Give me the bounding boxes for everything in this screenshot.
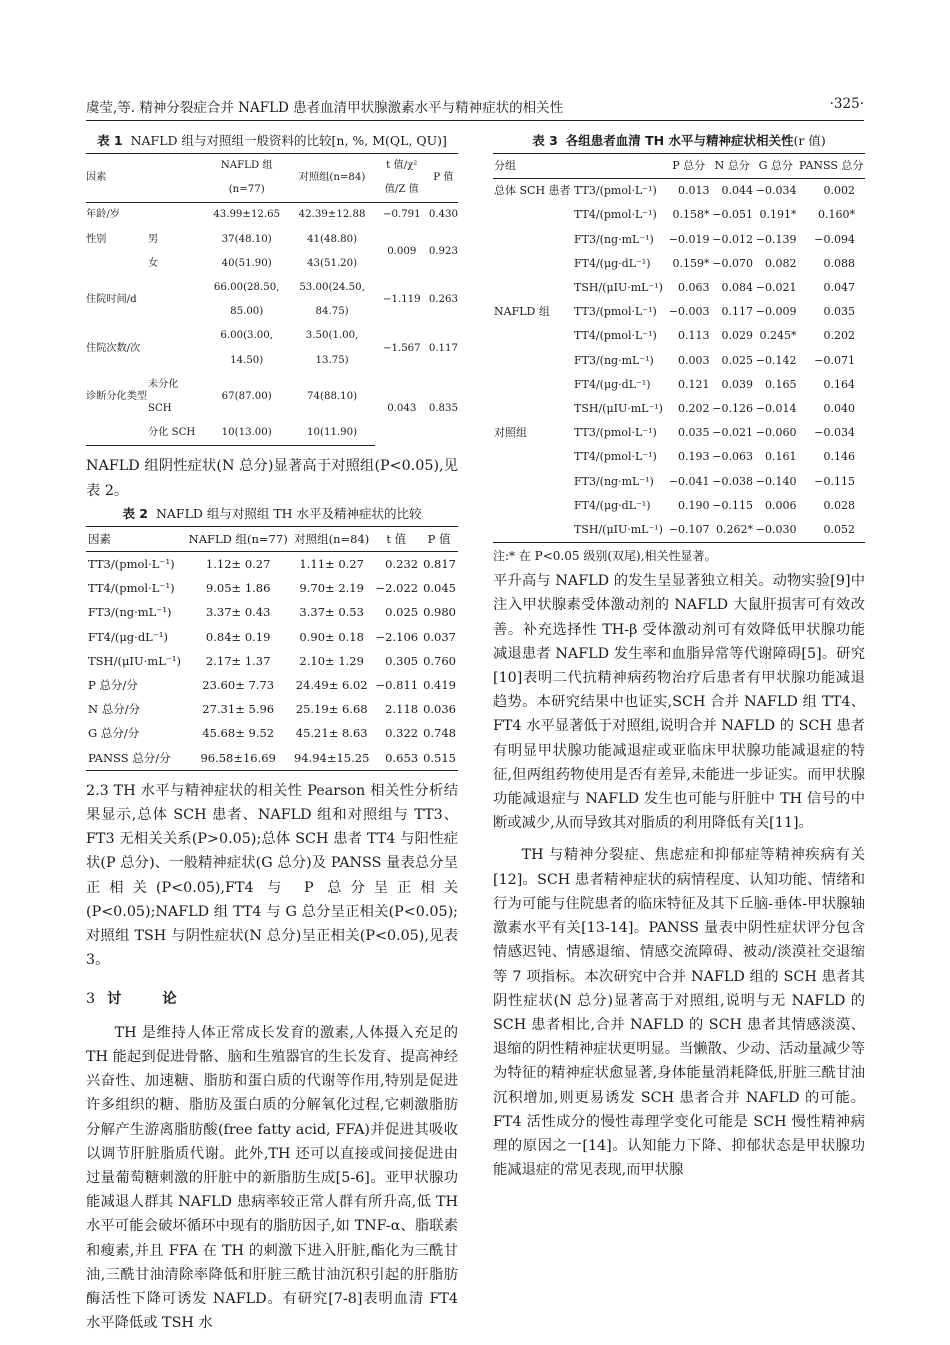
table3-n-cell: 0.025 — [721, 353, 753, 367]
table2-nafld-cell: 96.58±16.69 — [185, 746, 291, 771]
table2-control-cell: 0.90± 0.18 — [299, 629, 364, 644]
table3-panss-cell: 0.088 — [823, 256, 855, 270]
table-row — [493, 518, 865, 543]
table2-p-cell: 0.748 — [423, 726, 456, 741]
table1-nafld-cell: 6.00(3.00, 14.50) — [220, 330, 273, 366]
table3-group-cell — [493, 276, 573, 300]
table3-group-cell: NAFLD 组 — [494, 305, 550, 319]
table1-subfactor-cell — [148, 276, 204, 324]
table3-panss-cell: −0.071 — [814, 353, 855, 367]
table3-g-cell: −0.142 — [755, 353, 797, 367]
table1-unit: [n, %, M(QL, QU)] — [331, 133, 447, 148]
table2-nafld-cell: 1.12± 0.27 — [205, 557, 271, 572]
table2-t-cell: 0.653 — [372, 746, 420, 771]
table2-factor-cell: TT3/(pmol·L⁻¹) — [88, 557, 175, 572]
table3-p-cell: 0.190 — [677, 498, 710, 512]
table1-title: NAFLD 组与对照组一般资料的比较 — [130, 133, 332, 148]
table3-item-cell: FT3/(ng·mL⁻¹) — [574, 232, 654, 246]
discussion-paragraph-1: TH 是维持人体正常成长发育的激素,人体摄入充足的 TH 能起到促进骨骼、脑和生殖器官的生长发育、提高神经兴奋性、加速糖、脂肪和蛋白质的代谢等作用,特别是促进许多组织的糖、脂肪及蛋白质的分解氧化过程,它刺激脂肪分解产生游离脂肪酸(free fatty acid, FFA)并促进其吸收以调节肝脏脂质代谢。此外,TH 还可以直接或间接促进由过量葡萄糖刺激的肝脏中的新脂肪生成[5-6]。亚甲状腺功能减退人群其 NAFLD 患病率较正常人群有所升高,低 TH 水平可能会破坏循环中现有的脂肪因子,如 TNF-α、脂联素和瘦素,并且 FFA 在 TH 的刺激下进入肝脏,酯化为三酰甘油,三酰甘油清除率降低和肝脏三酰甘油沉积引起的肝脂肪酶活性下降可诱发 NAFLD。有研究[7-8]表明血清 FT4 水平降低或 TSH 水 — [86, 1024, 458, 1332]
table1-header-cell: 对照组(n=84) — [289, 154, 374, 203]
table2-control-cell: 2.10± 1.29 — [299, 653, 364, 668]
table1-factor-cell — [86, 252, 148, 276]
table2-nafld-cell: 23.60± 7.73 — [202, 678, 275, 693]
table-row — [493, 445, 865, 469]
table-row — [493, 203, 865, 227]
table-row — [86, 228, 458, 252]
table-row — [493, 349, 865, 373]
table3-header-cell: PANSS 总分 — [797, 154, 865, 179]
table3-g-cell: −0.034 — [755, 184, 797, 198]
table1 — [86, 153, 458, 446]
table1-stat-cell: 0.009 — [387, 245, 417, 257]
table-row — [86, 373, 458, 421]
running-title: 虞莹,等. 精神分裂症合并 NAFLD 患者血清甲状腺激素水平与精神症状的相关性 — [86, 100, 564, 116]
table3-group-cell: 对照组 — [494, 426, 527, 440]
table3-p-cell: 0.202 — [677, 402, 710, 416]
table2-nafld-cell: 0.84± 0.19 — [205, 629, 271, 644]
table2 — [86, 526, 458, 771]
table3-panss-cell: 0.160* — [818, 208, 855, 222]
table3-p-cell: 0.113 — [677, 329, 710, 343]
table1-control-cell: 10(11.90) — [289, 421, 374, 446]
table1-p-cell: 0.263 — [428, 294, 458, 306]
table2-factor-cell: PANSS 总分/分 — [86, 746, 185, 771]
table2-title: NAFLD 组与对照组 TH 水平及精神症状的比较 — [155, 505, 422, 521]
table1-nafld-cell: 37(48.10) — [221, 233, 272, 245]
table1-nafld-cell: 40(51.90) — [221, 257, 272, 269]
table1-subfactor-cell: 分化 SCH — [148, 421, 204, 446]
table3-group-cell — [493, 397, 573, 421]
discussion-paragraph-2: 平升高与 NAFLD 的发生呈显著独立相关。动物实验[9]中注入甲状腺素受体激动剂的 NAFLD 大鼠肝损害可有效改善。补充选择性 TH-β 受体激动剂可有效降低甲状腺功能减退患者 NAFLD 发生率和血脂异常等代谢障碍[5]。研究[10]表明二代抗精神病药物治疗后患者有甲状腺功能减退趋势。本研究结果中也证实,SCH 合并 NAFLD 组 TT4、FT4 水平显著低于对照组,说明合并 NAFLD 的 SCH 患者有明显甲状腺功能减退症或亚临床甲状腺功能减退症的特征,但两组药物使用是否有差异,未能进一步证实。而甲状腺功能减退症与 NAFLD 发生也可能与肝脏中 TH 信号的中断或减少,从而导致其对脂质的利用降低有关[11]。 — [493, 573, 865, 832]
table3-p-cell: 0.193 — [677, 450, 710, 464]
table3-group-cell — [493, 373, 573, 397]
table3-p-cell: 0.063 — [677, 281, 710, 295]
table2-factor-cell: N 总分/分 — [88, 702, 141, 717]
table1-header-cell: P 值 — [429, 154, 458, 203]
table-row — [493, 276, 865, 300]
table3-item-cell: FT4/(μg·dL⁻¹) — [574, 256, 651, 270]
table3-group-cell — [493, 349, 573, 373]
table3-p-cell: −0.003 — [668, 305, 710, 319]
table2-control-cell: 24.49± 6.02 — [295, 678, 368, 693]
table3-item-cell: TT4/(pmol·L⁻¹) — [574, 450, 657, 464]
table3-item-cell: FT3/(ng·mL⁻¹) — [574, 474, 654, 488]
table2-factor-cell: TSH/(μIU·mL⁻¹) — [88, 653, 182, 668]
table3-p-cell: −0.107 — [667, 518, 710, 543]
section3-heading: 3 讨 论 — [86, 990, 195, 1007]
table2-p-cell: 0.980 — [423, 605, 456, 620]
table3-header-cell: P 总分 — [667, 154, 710, 179]
table2-control-cell: 3.37± 0.53 — [299, 605, 364, 620]
table3-note: 注:* 在 P<0.05 级别(双尾),相关性显著。 — [493, 549, 717, 564]
table3-p-cell: 0.159* — [672, 256, 710, 270]
table3-panss-cell: −0.094 — [814, 232, 855, 246]
table-row — [86, 600, 458, 624]
table3-g-cell: −0.014 — [755, 402, 797, 416]
table-row — [86, 276, 458, 324]
table3-group-cell — [493, 445, 573, 469]
table2-control-cell: 94.94±15.25 — [291, 746, 372, 771]
table1-subfactor-cell: 女 — [148, 257, 159, 269]
table3-g-cell: −0.060 — [755, 426, 797, 440]
table1-stat-cell: −1.567 — [382, 342, 421, 354]
table1-control-cell: 41(48.80) — [307, 233, 358, 245]
table3-g-cell: −0.009 — [755, 305, 797, 319]
table2-p-cell: 0.515 — [420, 746, 458, 771]
table-row — [86, 673, 458, 697]
table3-n-cell: 0.039 — [721, 377, 753, 391]
table2-p-cell: 0.037 — [423, 629, 456, 644]
table1-factor-cell: 住院时间/d — [86, 294, 137, 306]
table3-panss-cell: −0.115 — [814, 474, 855, 488]
table2-t-cell: −2.022 — [375, 581, 419, 596]
table3-panss-cell: 0.028 — [823, 498, 855, 512]
table2-factor-cell: TT4/(pmol·L⁻¹) — [88, 581, 175, 596]
table3-group-cell — [493, 324, 573, 348]
table3-n-cell: −0.063 — [712, 450, 753, 464]
table2-control-cell: 9.70± 2.19 — [299, 581, 364, 596]
table3-item-cell: TSH/(μIU·mL⁻¹) — [573, 518, 667, 543]
table3-item-cell: TSH/(μIU·mL⁻¹) — [574, 402, 663, 416]
table-row — [86, 746, 458, 771]
table-row — [86, 721, 458, 745]
right-column — [493, 132, 865, 1182]
table3-group-cell — [493, 203, 573, 227]
table2-control-cell: 1.11± 0.27 — [299, 557, 364, 572]
table-row — [493, 397, 865, 421]
table3-caption: 表 3 各组患者血清 TH 水平与精神症状相关性(r 值) — [532, 133, 826, 148]
table3-item-cell: TT3/(pmol·L⁻¹) — [574, 305, 657, 319]
table3-g-cell: 0.165 — [764, 377, 797, 391]
table1-factor-cell: 诊断分化类型 — [86, 390, 148, 402]
table3-n-cell: −0.021 — [712, 426, 753, 440]
table1-p-cell: 0.835 — [428, 403, 458, 415]
left-column — [86, 132, 458, 1335]
table3-n-cell: −0.126 — [712, 402, 753, 416]
table-row — [86, 203, 458, 228]
table3-n-cell: −0.051 — [712, 208, 753, 222]
table-row — [493, 228, 865, 252]
table-row — [86, 576, 458, 600]
table2-header-cell: NAFLD 组(n=77) — [185, 526, 291, 551]
table1-factor-cell: 住院次数/次 — [86, 342, 141, 354]
table3-n-cell: −0.070 — [712, 256, 753, 270]
paragraph-after-table1: NAFLD 组阴性症状(N 总分)显著高于对照组(P<0.05),见表 2。 — [86, 458, 458, 499]
table3-header-cell — [573, 154, 667, 179]
table1-p-cell: 0.430 — [428, 209, 458, 221]
page-number: ·325· — [829, 96, 864, 112]
table3-item-cell: FT3/(ng·mL⁻¹) — [574, 353, 654, 367]
table3-group-cell — [493, 228, 573, 252]
table3-panss-cell: 0.047 — [823, 281, 855, 295]
table1-caption: 表 1 NAFLD 组与对照组一般资料的比较[n, %, M(QL, QU)] — [97, 133, 447, 148]
table3-item-cell: FT4/(μg·dL⁻¹) — [574, 377, 651, 391]
table3-panss-cell: −0.034 — [814, 426, 855, 440]
table-row — [493, 421, 865, 445]
table1-p-cell: 0.117 — [428, 342, 458, 354]
table3-g-cell: −0.139 — [755, 232, 797, 246]
table2-control-cell: 25.19± 6.68 — [295, 702, 368, 717]
table-row — [493, 324, 865, 348]
table3 — [493, 153, 865, 543]
table1-nafld-cell: 10(13.00) — [204, 421, 289, 446]
table1-subfactor-cell — [148, 203, 204, 228]
table3-n-cell: 0.084 — [721, 281, 753, 295]
table2-nafld-cell: 2.17± 1.37 — [205, 653, 271, 668]
table-row — [493, 470, 865, 494]
table3-g-cell: −0.140 — [755, 474, 797, 488]
table3-panss-cell: 0.040 — [823, 402, 855, 416]
table2-p-cell: 0.817 — [423, 557, 456, 572]
table1-header-cell: NAFLD 组(n=77) — [204, 154, 289, 203]
table2-t-cell: 0.232 — [385, 557, 419, 572]
table1-nafld-cell: 67(87.00) — [221, 390, 272, 402]
table3-p-cell: 0.013 — [677, 184, 710, 198]
table-row — [493, 373, 865, 397]
table2-t-cell: −0.811 — [375, 678, 419, 693]
table1-control-cell: 3.50(1.00, 13.75) — [305, 330, 359, 366]
table3-unit: (r 值) — [793, 133, 826, 148]
table3-g-cell: 0.245* — [759, 329, 797, 343]
table1-header-cell: 因素 — [86, 154, 204, 203]
table2-nafld-cell: 9.05± 1.86 — [205, 581, 271, 596]
table3-p-cell: 0.121 — [677, 377, 710, 391]
table3-group-cell — [493, 470, 573, 494]
table3-panss-cell: 0.035 — [823, 305, 855, 319]
table3-title: 各组患者血清 TH 水平与精神症状相关性 — [565, 133, 794, 148]
table3-g-cell: 0.082 — [764, 256, 797, 270]
table2-nafld-cell: 27.31± 5.96 — [202, 702, 275, 717]
table2-caption: 表 2 NAFLD 组与对照组 TH 水平及精神症状的比较 — [122, 505, 422, 521]
table1-header-cell: t 值/χ² 值/Z 值 — [375, 154, 429, 203]
table3-n-cell: −0.012 — [712, 232, 753, 246]
table3-panss-cell: 0.002 — [823, 184, 855, 198]
table2-p-cell: 0.045 — [423, 581, 456, 596]
table1-factor-cell — [86, 421, 148, 446]
table2-p-cell: 0.419 — [423, 678, 456, 693]
table2-factor-cell: FT3/(ng·mL⁻¹) — [88, 605, 172, 620]
table3-p-cell: 0.035 — [677, 426, 710, 440]
table3-n-cell: 0.262* — [710, 518, 753, 543]
table2-t-cell: 2.118 — [385, 702, 419, 717]
table2-header-cell: P 值 — [420, 526, 458, 551]
table1-subfactor-cell — [148, 324, 204, 372]
table2-factor-cell: G 总分/分 — [88, 726, 140, 741]
table3-g-cell: −0.030 — [754, 518, 797, 543]
table1-subfactor-cell: 未分化 SCH — [148, 378, 179, 415]
table2-t-cell: 0.025 — [385, 605, 419, 620]
table-row — [86, 625, 458, 649]
table2-t-cell: 0.305 — [385, 653, 419, 668]
table3-panss-cell: 0.202 — [823, 329, 855, 343]
table2-t-cell: 0.322 — [385, 726, 419, 741]
table3-item-cell: TSH/(μIU·mL⁻¹) — [574, 281, 663, 295]
table-row — [86, 324, 458, 372]
table2-header-cell: 因素 — [86, 526, 185, 551]
table3-group-cell — [493, 518, 573, 543]
table1-control-cell: 43(51.20) — [307, 257, 358, 269]
table3-p-cell: −0.019 — [668, 232, 710, 246]
table2-header-cell: 对照组(n=84) — [291, 526, 372, 551]
table3-p-cell: −0.041 — [668, 474, 710, 488]
header-rule — [86, 120, 864, 121]
table3-panss-cell: 0.052 — [797, 518, 865, 543]
table3-n-cell: −0.115 — [712, 498, 753, 512]
table-row — [493, 252, 865, 276]
table3-p-cell: 0.003 — [677, 353, 710, 367]
table2-nafld-cell: 3.37± 0.43 — [205, 605, 271, 620]
table3-n-cell: −0.038 — [712, 474, 753, 488]
discussion-paragraph-3: TH 与精神分裂症、焦虑症和抑郁症等精神疾病有关[12]。SCH 患者精神症状的病情程度、认知功能、情绪和行为可能与住院患者的临床特征及其下丘脑-垂体-甲状腺轴激素水平有关[13-14]。PANSS 量表中阴性症状评分包含情感迟钝、情感退缩、情感交流障碍、被动/淡漠社交退缩等 7 项指标。本次研究中合并 NAFLD 组的 SCH 患者其阴性症状(N 总分)显著高于对照组,说明与无 NAFLD 的 SCH 患者相比,合并 NAFLD 的 SCH 患者其情感淡漠、退缩的阴性精神症状更明显。当懒散、少动、活动量减少等为特征的精神症状愈显著,身体能量消耗降低,肝脏三酰甘油沉积增加,则更易诱发 SCH 患者合并 NAFLD 的可能。FT4 活性成分的慢性毒理学变化可能是 SCH 慢性精神病理的原因之一[14]。认知能力下降、抑郁状态是甲状腺功能减退症的常见表现,而甲状腺 — [493, 847, 865, 1179]
table-row — [493, 179, 865, 204]
table1-nafld-cell: 43.99±12.65 — [213, 209, 281, 221]
table3-g-cell: 0.006 — [764, 498, 797, 512]
table2-control-cell: 45.21± 8.63 — [295, 726, 368, 741]
table3-panss-cell: 0.164 — [823, 377, 855, 391]
table1-stat-cell: −0.791 — [382, 209, 421, 221]
table3-n-cell: 0.044 — [721, 184, 753, 198]
table3-g-cell: −0.021 — [755, 281, 797, 295]
table1-control-cell: 53.00(24.50, 84.75) — [299, 282, 365, 318]
table2-t-cell: −2.106 — [375, 629, 419, 644]
table-row — [493, 300, 865, 324]
table3-group-cell: 总体 SCH 患者 — [494, 184, 571, 198]
table3-item-cell: FT4/(μg·dL⁻¹) — [574, 498, 651, 512]
table1-factor-cell: 性别 — [86, 233, 107, 245]
table-row — [86, 552, 458, 577]
table3-g-cell: 0.161 — [764, 450, 797, 464]
table1-nafld-cell: 66.00(28.50, 85.00) — [213, 282, 280, 318]
table3-panss-cell: 0.146 — [823, 450, 855, 464]
table2-factor-cell: FT4/(μg·dL⁻¹) — [88, 629, 168, 644]
table2-nafld-cell: 45.68± 9.52 — [202, 726, 275, 741]
table1-stat-cell: 0.043 — [387, 403, 417, 415]
table1-factor-cell: 年龄/岁 — [86, 209, 120, 221]
table3-header-cell: N 总分 — [710, 154, 753, 179]
table1-stat-cell: −1.119 — [382, 294, 421, 306]
table1-p-cell: 0.923 — [428, 245, 458, 257]
table2-p-cell: 0.760 — [423, 653, 456, 668]
table2-factor-cell: P 总分/分 — [88, 678, 138, 693]
table3-group-cell — [493, 252, 573, 276]
table3-g-cell: 0.191* — [759, 208, 797, 222]
running-header — [86, 96, 864, 118]
table3-n-cell: 0.117 — [721, 305, 753, 319]
table3-header-cell: G 总分 — [754, 154, 797, 179]
section-2-3-text: 2.3 TH 水平与精神症状的相关性 Pearson 相关性分析结果显示,总体 SCH 患者、NAFLD 组和对照组与 TT3、FT3 无相关关系(P>0.05);总体 SCH 患者 TT4 与阳性症状(P 总分)、一般精神症状(G 总分)及 PANSS 量表总分呈正相关(P<0.05),FT4 与 P 总分呈正相关(P<0.05);NAFLD 组 TT4 与 G 总分呈正相关(P<0.05);对照组 TSH 与阴性症状(N 总分)呈正相关(P<0.05),见表 3。 — [86, 782, 458, 969]
table3-header-cell: 分组 — [493, 154, 573, 179]
table3-item-cell: TT3/(pmol·L⁻¹) — [574, 426, 657, 440]
table3-item-cell: TT4/(pmol·L⁻¹) — [574, 329, 657, 343]
table-row — [86, 697, 458, 721]
table3-item-cell: TT3/(pmol·L⁻¹) — [574, 184, 657, 198]
table-row — [86, 649, 458, 673]
table3-p-cell: 0.158* — [672, 208, 710, 222]
table-row — [493, 494, 865, 518]
table3-item-cell: TT4/(pmol·L⁻¹) — [574, 208, 657, 222]
table2-header-cell: t 值 — [372, 526, 420, 551]
table2-p-cell: 0.036 — [423, 702, 456, 717]
table3-group-cell — [493, 494, 573, 518]
table3-n-cell: 0.029 — [721, 329, 753, 343]
table1-subfactor-cell: 男 — [148, 233, 159, 245]
table1-control-cell: 42.39±12.88 — [298, 209, 366, 221]
table1-control-cell: 74(88.10) — [307, 390, 358, 402]
